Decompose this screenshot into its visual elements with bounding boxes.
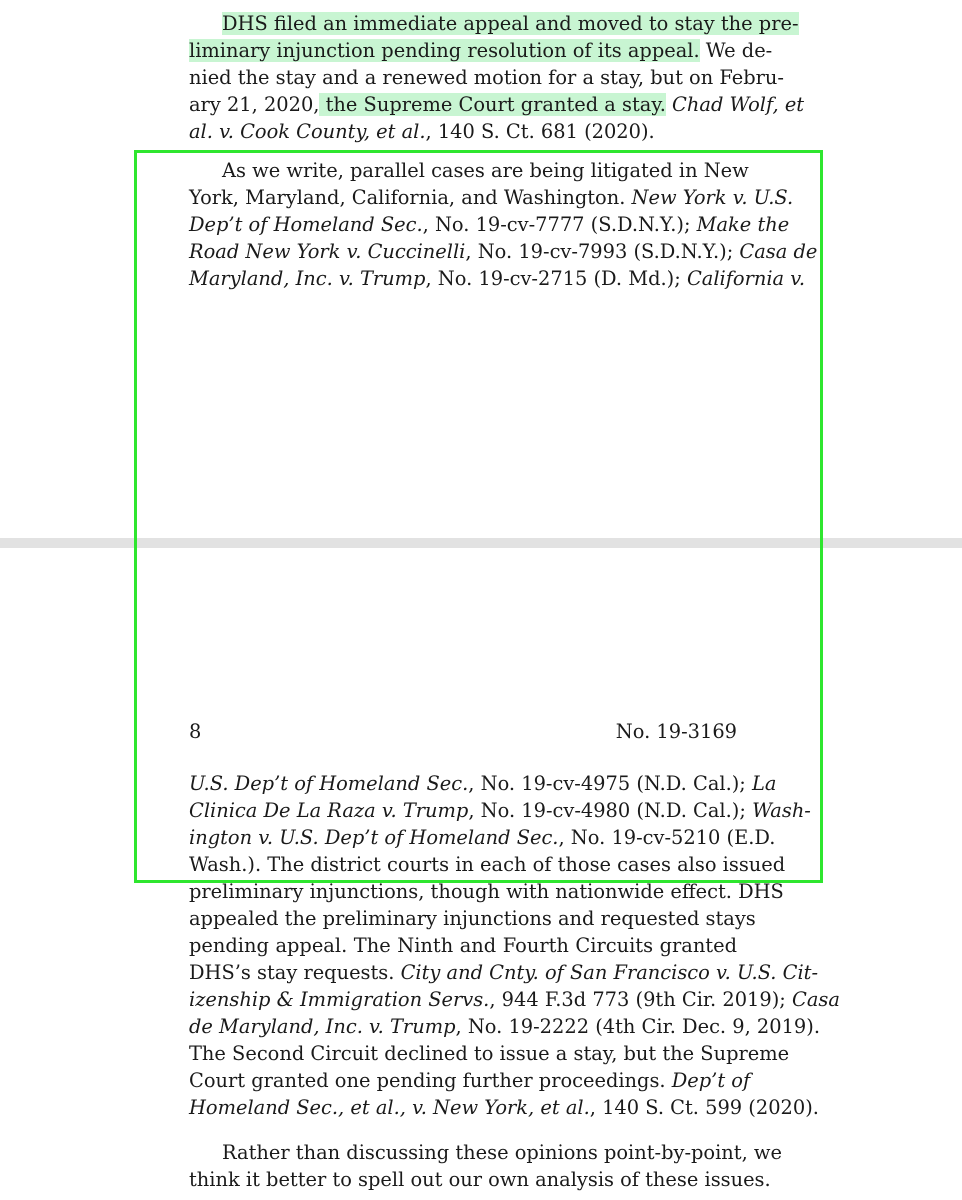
text-line: [189, 986, 840, 1013]
text-line: [189, 1139, 782, 1166]
case-citation: Casa: [791, 988, 840, 1011]
text-span: , No. 19-cv-7993 (S.D.N.Y.);: [465, 240, 740, 263]
text-span: , No. 19-cv-4975 (N.D. Cal.);: [468, 772, 753, 795]
text-span: As we write, parallel cases are being litigated in New: [222, 159, 749, 182]
text-span: DHS’s stay requests.: [189, 961, 401, 984]
paragraph-dhs-appeal: [189, 10, 805, 145]
case-citation: Clinica De La Raza v. Trump: [189, 799, 469, 822]
case-citation: izenship & Immigration Servs.: [189, 988, 490, 1011]
text-line: [189, 1166, 771, 1193]
highlighted-text: the Supreme Court granted a stay.: [319, 93, 666, 116]
text-line: [189, 905, 756, 932]
text-line: [189, 1067, 751, 1094]
case-citation: ington v. U.S. Dep’t of Homeland Sec.: [189, 826, 559, 849]
text-span: , No. 19-cv-7777 (S.D.N.Y.);: [422, 213, 697, 236]
selection-box: [134, 150, 823, 883]
case-citation: U.S. Dep’t of Homeland Sec.: [189, 772, 469, 795]
case-citation: Dep’t of: [671, 1069, 751, 1092]
text-span: Court granted one pending further proceedings.: [189, 1069, 672, 1092]
text-span: preliminary injunctions, though with nationwide effect. DHS: [189, 880, 784, 903]
text-span: , 140 S. Ct. 681 (2020).: [425, 120, 655, 143]
text-span: Wash.). The district courts in each of those cases also issued: [189, 853, 786, 876]
text-span: , No. 19-cv-4980 (N.D. Cal.);: [468, 799, 753, 822]
text-line: [189, 64, 784, 91]
text-line: [189, 959, 818, 986]
case-citation: Road New York v. Cuccinelli: [189, 240, 466, 263]
case-citation: California v.: [686, 267, 806, 290]
text-span: , No. 19-2222 (4th Cir. Dec. 9, 2019).: [455, 1015, 820, 1038]
text-span: We de-: [699, 39, 773, 62]
case-citation: Chad Wolf, et: [665, 93, 805, 116]
text-line: [189, 932, 737, 959]
case-citation: al. v. Cook County, et al.: [189, 120, 426, 143]
text-span: think it better to spell out our own analysis of these issues.: [189, 1168, 771, 1191]
text-line: [189, 1094, 819, 1121]
case-citation: Wash-: [752, 799, 811, 822]
case-citation: Homeland Sec., et al., v. New York, et al.: [189, 1096, 590, 1119]
case-citation: La: [752, 772, 777, 795]
text-line: [189, 91, 805, 118]
text-span: ary 21, 2020,: [189, 93, 320, 116]
case-citation: City and Cnty. of San Francisco v. U.S. Cit-: [400, 961, 818, 984]
text-span: York, Maryland, California, and Washington.: [189, 186, 632, 209]
page-number: 8: [189, 720, 202, 743]
highlighted-text: DHS filed an immediate appeal and moved to stay the pre-: [222, 12, 799, 35]
text-line: [189, 37, 773, 64]
text-line: [189, 1040, 790, 1067]
case-citation: Make the: [696, 213, 790, 236]
text-span: Rather than discussing these opinions point-by-point, we: [222, 1141, 782, 1164]
case-citation: de Maryland, Inc. v. Trump: [189, 1015, 456, 1038]
text-span: The Second Circuit declined to issue a stay, but the Supreme: [189, 1042, 790, 1065]
text-line: [189, 1013, 820, 1040]
text-span: , 140 S. Ct. 599 (2020).: [589, 1096, 819, 1119]
text-line: [189, 10, 799, 37]
text-line: [189, 118, 737, 145]
text-span: , No. 19-cv-2715 (D. Md.);: [425, 267, 687, 290]
case-citation: New York v. U.S.: [631, 186, 794, 209]
text-span: appealed the preliminary injunctions and requested stays: [189, 907, 756, 930]
case-citation: Dep’t of Homeland Sec.: [189, 213, 423, 236]
case-citation: Casa de: [739, 240, 818, 263]
paragraph-own-analysis: [189, 1139, 782, 1193]
text-span: pending appeal. The Ninth and Fourth Circuits granted: [189, 934, 737, 957]
text-span: , 944 F.3d 773 (9th Cir. 2019);: [489, 988, 792, 1011]
case-citation: Maryland, Inc. v. Trump: [189, 267, 426, 290]
case-number: No. 19-3169: [615, 720, 737, 743]
text-span: , No. 19-cv-5210 (E.D.: [558, 826, 776, 849]
text-span: nied the stay and a renewed motion for a stay, but on Febru-: [189, 66, 784, 89]
highlighted-text: liminary injunction pending resolution of its appeal.: [189, 39, 700, 62]
